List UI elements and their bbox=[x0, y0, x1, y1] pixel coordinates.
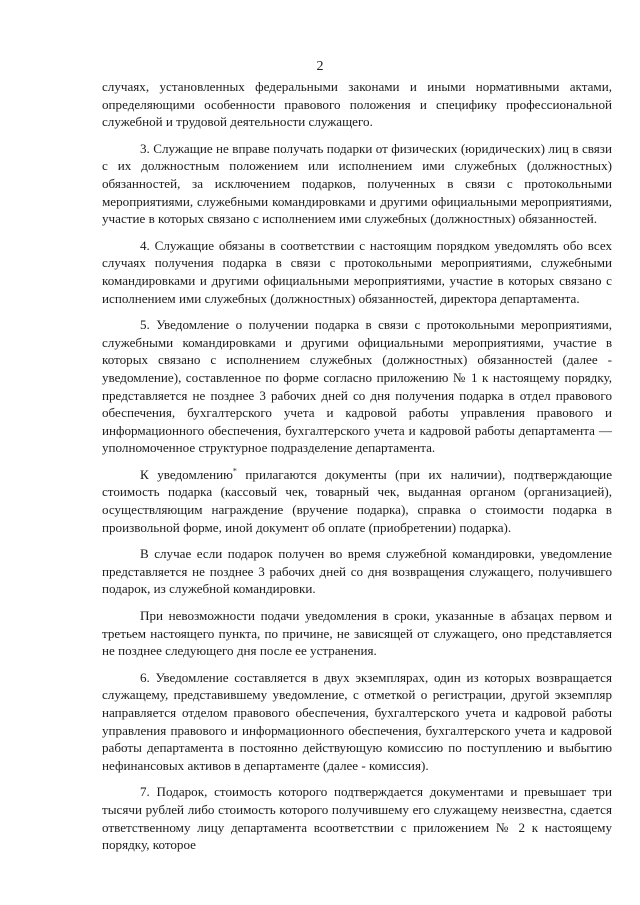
paragraph-business-trip: В случае если подарок получен во время служебной командировки, уведомление представляется не позднее 3 рабочих дней со дня возвращения служащего, получившего подарок, из служебной командировки. bbox=[102, 546, 612, 597]
paragraph-impossibility: При невозможности подачи уведомления в сроки, указанные в абзацах первом и третьем настоящего пункта, по причине, не зависящей от служащего, оно представляется не позднее следующего дня после ее устранения. bbox=[102, 608, 612, 659]
attachments-lead: К уведомлению bbox=[140, 466, 233, 482]
document-body bbox=[102, 62, 612, 854]
paragraph-item-7: 7. Подарок, стоимость которого подтверждается документами и превышает три тысячи рублей либо стоимость которого получившему его служащему неизвестна, сдается ответственному лицу департамента всоответствии с приложением № 2 к настоящему порядку, которое bbox=[102, 784, 612, 853]
footnote-marker: * bbox=[232, 466, 237, 476]
paragraph-item-5: 5. Уведомление о получении подарка в связи с протокольными мероприятиями, служебными командировками и другими официальными мероприятиями, участие в которых связано с исполнением служебных (должностных) обязанностей (далее - уведомление), составленное по форме согласно приложению № 1 к настоящему порядку, представляется не позднее 3 рабочих дней со дня получения подарка в отдел правового обеспечения, бухгалтерского учета и кадровой работы управления правового и информационного обеспечения, бухгалтерского учета и кадровой работы департамента — уполномоченное структурное подразделение департамента. bbox=[102, 317, 612, 456]
paragraph-item-6: 6. Уведомление составляется в двух экземплярах, один из которых возвращается служащему, представившему уведомление, с отметкой о регистрации, другой экземпляр направляется отделом правового обеспечения, бухгалтерского учета и кадровой работы управления правового и информационного обеспечения, бухгалтерского учета и кадровой работы департамента в постоянно действующую комиссию по поступлению и выбытию нефинансовых активов в департаменте (далее - комиссия). bbox=[102, 669, 612, 773]
attachments-rest: прилагаются документы (при их наличии), подтверждающие стоимость подарка (кассовый чек, товарный чек, выданная органом (организацией), осуществляющим награждение (вручение подарка), справка о стоимости подарка в произвольной форме, иной документ об оплате (приобретении) подарка). bbox=[102, 466, 613, 535]
paragraph-item-3: 3. Служащие не вправе получать подарки от физических (юридических) лиц в связи с их должностным положением или исполнением ими служебных (должностных) обязанностей, за исключением подарков, полученных в связи с протокольными мероприятиями, служебными командировками и другими официальными мероприятиями, участие в которых связано с исполнением ими служебных (должностных) обязанностей. bbox=[102, 140, 612, 227]
page-number: 2 bbox=[316, 59, 324, 74]
paragraph-item-4: 4. Служащие обязаны в соответствии с настоящим порядком уведомлять обо всех случаях получения подарка в связи с протокольными мероприятиями, служебными командировками и другими официальными мероприятиями, участие в которых связано с исполнением ими служебных (должностных) обязанностей, директора департамента. bbox=[102, 237, 612, 306]
paragraph-continuation: случаях, установленных федеральными законами и иными нормативными актами, определяющими особенности правового положения и специфику профессиональной служебной и трудовой деятельности служащего. bbox=[102, 79, 612, 130]
paragraph-attachments bbox=[102, 466, 612, 536]
